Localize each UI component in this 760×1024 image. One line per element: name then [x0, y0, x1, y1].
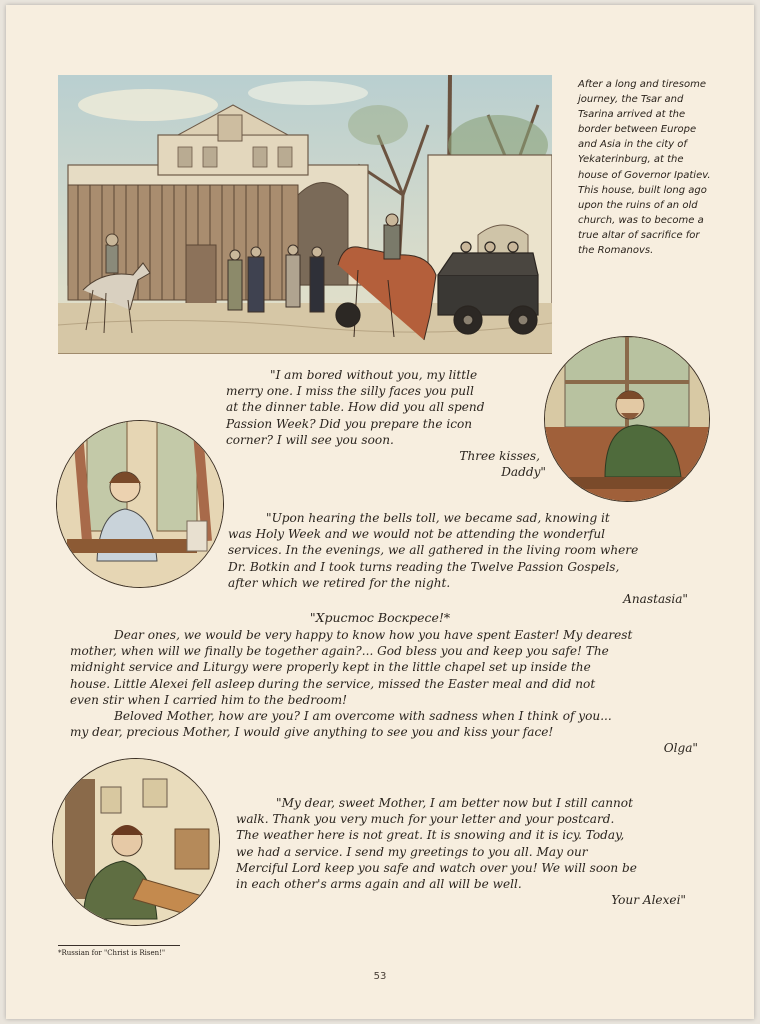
letter-line: merry one. I miss the silly faces you pull	[226, 384, 474, 399]
letter-alexei	[236, 795, 686, 908]
letter-line: midnight service and Liturgy were properly kept in the little chapel set up inside the	[70, 660, 591, 675]
anastasia-writing-portrait	[56, 420, 224, 588]
letter-line: after which we retired for the night.	[228, 575, 451, 590]
letter-daddy	[226, 367, 546, 480]
letter-line: The weather here is not great. It is snowing and it is icy. Today,	[236, 828, 625, 843]
letter-line: in each other's arms again and all will be well.	[236, 877, 522, 892]
letter-line: Beloved Mother, how are you? I am overcome with sadness when I think of you...	[114, 709, 612, 724]
letter-line: was Holy Week and we would not be attending the wonderful	[228, 527, 605, 542]
illustration-caption: After a long and tiresome journey, the Tsar and Tsarina arrived at the border between Europe and Asia in the city of Yekaterinburg, at the house of Governor Ipatiev. This house, built long ago upon the ruins of an old church, was to become a true altar of sacrifice for the Romanovs.	[578, 79, 711, 257]
letter-line: even stir when I carried him to the bedroom!	[70, 692, 347, 707]
letter-line: Dr. Botkin and I took turns reading the Twelve Passion Gospels,	[228, 559, 620, 574]
letter-signature: Daddy"	[501, 465, 546, 480]
letter-line: Dear ones, we would be very happy to know how you have spent Easter! My dearest	[114, 628, 633, 642]
letter-line: "My dear, sweet Mother, I am better now but I still cannot	[276, 796, 633, 810]
letter-line: at the dinner table. How did you all spend	[226, 400, 485, 415]
letter-line: "I am bored without you, my little	[270, 368, 478, 382]
letter-line: we had a service. I send my greetings to you all. May our	[236, 844, 588, 859]
letter-signature: Anastasia"	[623, 592, 688, 607]
book-page	[6, 5, 754, 1019]
alexei-writing-portrait	[52, 758, 220, 926]
letter-signature: Your Alexei"	[611, 893, 686, 908]
ipatiev-house-illustration	[58, 75, 552, 354]
letter-olga	[70, 627, 698, 757]
footnote-divider	[58, 945, 180, 946]
letter-signoff: Three kisses,	[459, 449, 540, 464]
letter-line: services. In the evenings, we all gathered in the living room where	[228, 543, 639, 558]
letter-line: walk. Thank you very much for your letter and your postcard.	[236, 812, 615, 827]
letter-line: house. Little Alexei fell asleep during the service, missed the Easter meal and did not	[70, 676, 596, 691]
letter-line: corner? I will see you soon.	[226, 432, 394, 447]
letter-line: "Upon hearing the bells toll, we became sad, knowing it	[266, 511, 610, 525]
footnote: *Russian for "Christ is Risen!"	[58, 949, 166, 957]
letter-line: Merciful Lord keep you safe and watch over you! We will soon be	[236, 860, 637, 875]
letter-anastasia	[228, 510, 698, 607]
tsar-writing-portrait	[544, 336, 710, 502]
letter-line: my dear, precious Mother, I would give anything to see you and kiss your face!	[70, 725, 554, 740]
letter-signature: Olga"	[663, 741, 698, 756]
page-number: 53	[373, 971, 387, 982]
olga-letter-heading: "Христос Воскресе!*	[309, 610, 451, 625]
letter-line: mother, when will we finally be together again?... God bless you and keep you safe! The	[70, 644, 609, 659]
letter-line: Passion Week? Did you prepare the icon	[226, 416, 473, 431]
